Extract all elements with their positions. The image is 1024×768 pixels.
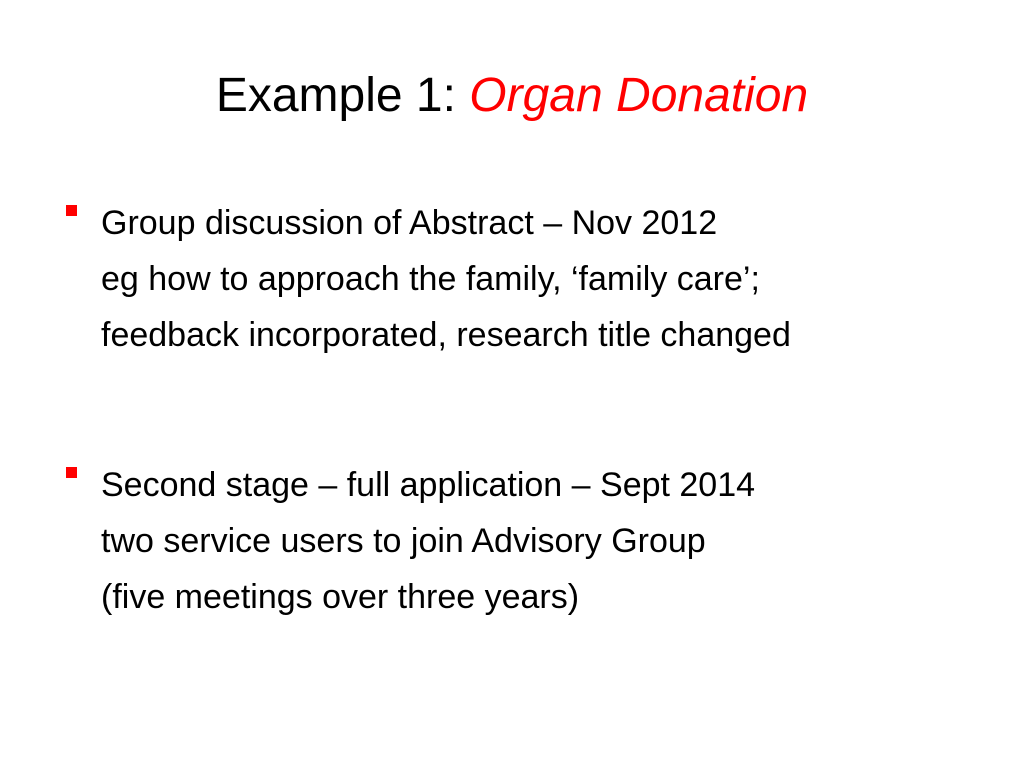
bullet-line: two service users to join Advisory Group [101, 522, 706, 560]
bullet-line: eg how to approach the family, ‘family care’; [101, 260, 760, 298]
bullet-text [101, 190, 791, 368]
slide-title [0, 66, 1024, 126]
bullet-line: Second stage – full application – Sept 2014 [101, 466, 756, 504]
title-emphasis: Organ Donation [469, 69, 809, 122]
title-prefix: Example 1: [215, 69, 470, 122]
square-bullet-icon [66, 467, 77, 478]
bullet-line: feedback incorporated, research title changed [101, 316, 791, 354]
bullet-line: (five meetings over three years) [101, 578, 580, 616]
bullet-text [101, 452, 755, 630]
square-bullet-icon [66, 205, 77, 216]
bullet-line: Group discussion of Abstract – Nov 2012 [101, 204, 718, 242]
